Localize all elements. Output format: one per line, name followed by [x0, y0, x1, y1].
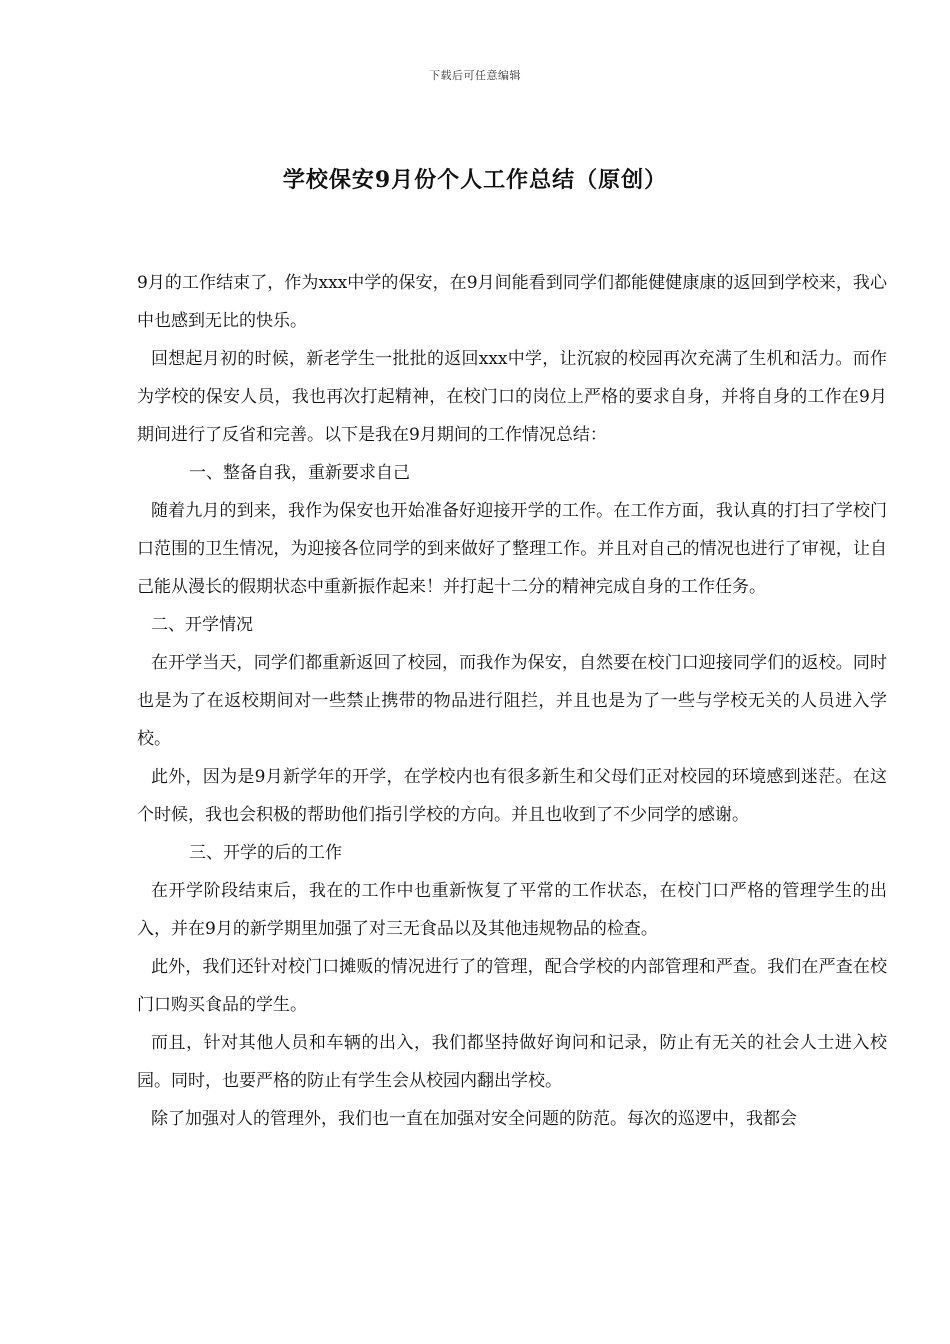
paragraph-visitors: 而且，针对其他人员和车辆的出入，我们都坚持做好询问和记录，防止有无关的社会人士进入校园。同时，也要严格的防止有学生会从校园内翻出学校。: [137, 1033, 887, 1091]
paragraph-vendors: 此外，我们还针对校门口摊贩的情况进行了的管理，配合学校的内部管理和严查。我们在严查在校门口购买食品的学生。: [137, 957, 887, 1015]
document-title: 学校保安9月份个人工作总结（原创）: [282, 167, 668, 193]
header-note: 下载后可任意编辑: [429, 69, 521, 82]
paragraph-after-opening: 在开学阶段结束后，我在的工作中也重新恢复了平常的工作状态，在校门口严格的管理学生的出入，并在9月的新学期里加强了对三无食品以及其他违规物品的检查。: [137, 881, 887, 939]
section-heading-1: 一、整备自我，重新要求自己: [189, 463, 410, 483]
paragraph-intro: 9月的工作结束了，作为xxx中学的保安，在9月间能看到同学们都能健健康康的返回到学校来，我心中也感到无比的快乐。: [137, 273, 887, 331]
section-heading-2: 二、开学情况: [151, 615, 253, 635]
section-heading-3: 三、开学的后的工作: [189, 843, 342, 863]
paragraph-new-students: 此外，因为是9月新学年的开学，在学校内也有很多新生和父母们正对校园的环境感到迷茫。在这个时候，我也会积极的帮助他们指引学校的方向。并且也收到了不少同学的感谢。: [137, 767, 887, 825]
document-body: [137, 264, 887, 1138]
paragraph-opening-day: 在开学当天，同学们都重新返回了校园，而我作为保安，自然要在校门口迎接同学们的返校。同时也是为了在返校期间对一些禁止携带的物品进行阻拦，并且也是为了一些与学校无关的人员进入学校。: [137, 653, 887, 749]
paragraph-recall: 回想起月初的时候，新老学生一批批的返回xxx中学，让沉寂的校园再次充满了生机和活力。而作为学校的保安人员，我也再次打起精神，在校门口的岗位上严格的要求自身，并将自身的工作在9月期间进行了反省和完善。以下是我在9月期间的工作情况总结：: [137, 349, 887, 445]
paragraph-preparation: 随着九月的到来，我作为保安也开始准备好迎接开学的工作。在工作方面，我认真的打扫了学校门口范围的卫生情况，为迎接各位同学的到来做好了整理工作。并且对自己的情况也进行了审视，让自己能从漫长的假期状态中重新振作起来！并打起十二分的精神完成自身的工作任务。: [137, 501, 887, 597]
paragraph-safety: 除了加强对人的管理外，我们也一直在加强对安全问题的防范。每次的巡逻中，我都会: [151, 1109, 797, 1129]
